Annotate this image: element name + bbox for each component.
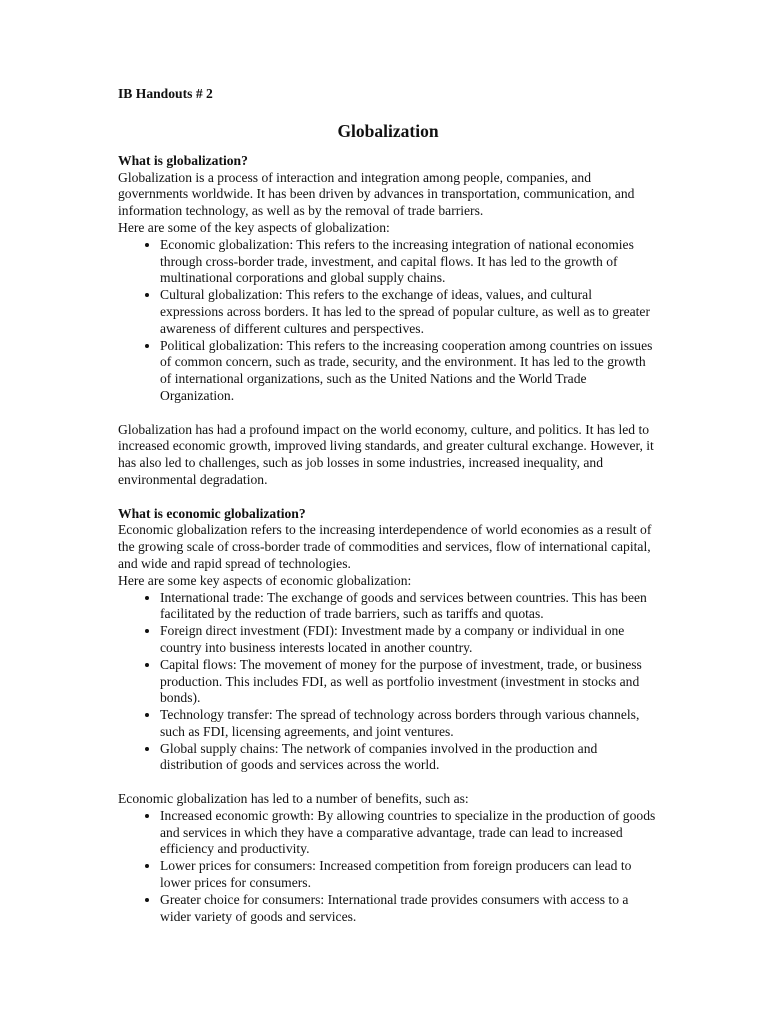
- bullet-list-aspects: [118, 237, 658, 405]
- page-title: Globalization: [337, 120, 439, 141]
- list-item: • Cultural globalization: This refers to the exchange of ideas, values, and cultural expressions across borders. It has led to the spread of popular culture, as well as to greater awareness of different cultures and perspectives.: [160, 287, 658, 337]
- bullet-list-benefits: [118, 808, 658, 926]
- list-item: • Lower prices for consumers: Increased competition from foreign producers can lead to lower prices for consumers.: [160, 858, 658, 892]
- list-item: • International trade: The exchange of goods and services between countries. This has been facilitated by the reduction of trade barriers, such as tariffs and quotas.: [160, 590, 658, 624]
- paragraph-list-intro: Here are some of the key aspects of globalization:: [118, 219, 390, 235]
- list-item: • Global supply chains: The network of companies involved in the production and distribution of goods and services across the world.: [160, 741, 658, 775]
- paragraph-list-intro: Here are some key aspects of economic globalization:: [118, 572, 412, 588]
- paragraph-benefits-intro: Economic globalization has led to a number of benefits, such as:: [118, 791, 469, 807]
- section-heading-economic-globalization: What is economic globalization?: [118, 505, 306, 521]
- bullet-list-economic-aspects: [118, 590, 658, 775]
- list-item: • Foreign direct investment (FDI): Investment made by a company or individual in one country into business interests located in another country.: [160, 623, 658, 657]
- paragraph-globalization-intro: Globalization is a process of interaction and integration among people, companies, and governments worldwide. It has been driven by advances in transportation, communication, and information technology, as well as by the removal of trade barriers.: [118, 169, 635, 219]
- list-item: • Political globalization: This refers to the increasing cooperation among countries on issues of common concern, such as trade, security, and the environment. It has led to the growth of international organizations, such as the United Nations and the World Trade Organization.: [160, 338, 658, 405]
- list-item: • Capital flows: The movement of money for the purpose of investment, trade, or business production. This includes FDI, as well as portfolio investment (investment in stocks and bonds).: [160, 657, 658, 707]
- section-heading-globalization: What is globalization?: [118, 152, 248, 168]
- list-item: • Greater choice for consumers: International trade provides consumers with access to a wider variety of goods and services.: [160, 892, 658, 926]
- handout-label: IB Handouts # 2: [118, 86, 213, 101]
- list-item: • Economic globalization: This refers to the increasing integration of national economies through cross-border trade, investment, and capital flows. It has led to the growth of multinational corporations and global supply chains.: [160, 237, 658, 287]
- document-body: [118, 86, 658, 925]
- list-item: • Technology transfer: The spread of technology across borders through various channels, such as FDI, licensing agreements, and joint ventures.: [160, 707, 658, 741]
- list-item: • Increased economic growth: By allowing countries to specialize in the production of goods and services in which they have a comparative advantage, trade can lead to increased efficiency and productivity.: [160, 808, 658, 858]
- paragraph-globalization-impact: Globalization has had a profound impact on the world economy, culture, and politics. It has led to increased economic growth, improved living standards, and greater cultural exchange. However, it has also led to challenges, such as job losses in some industries, increased inequality, and environmental degradation.: [118, 421, 654, 487]
- paragraph-economic-intro: Economic globalization refers to the increasing interdependence of world economies as a result of the growing scale of cross-border trade of commodities and services, flow of international capital, and wide and rapid spread of technologies.: [118, 522, 652, 571]
